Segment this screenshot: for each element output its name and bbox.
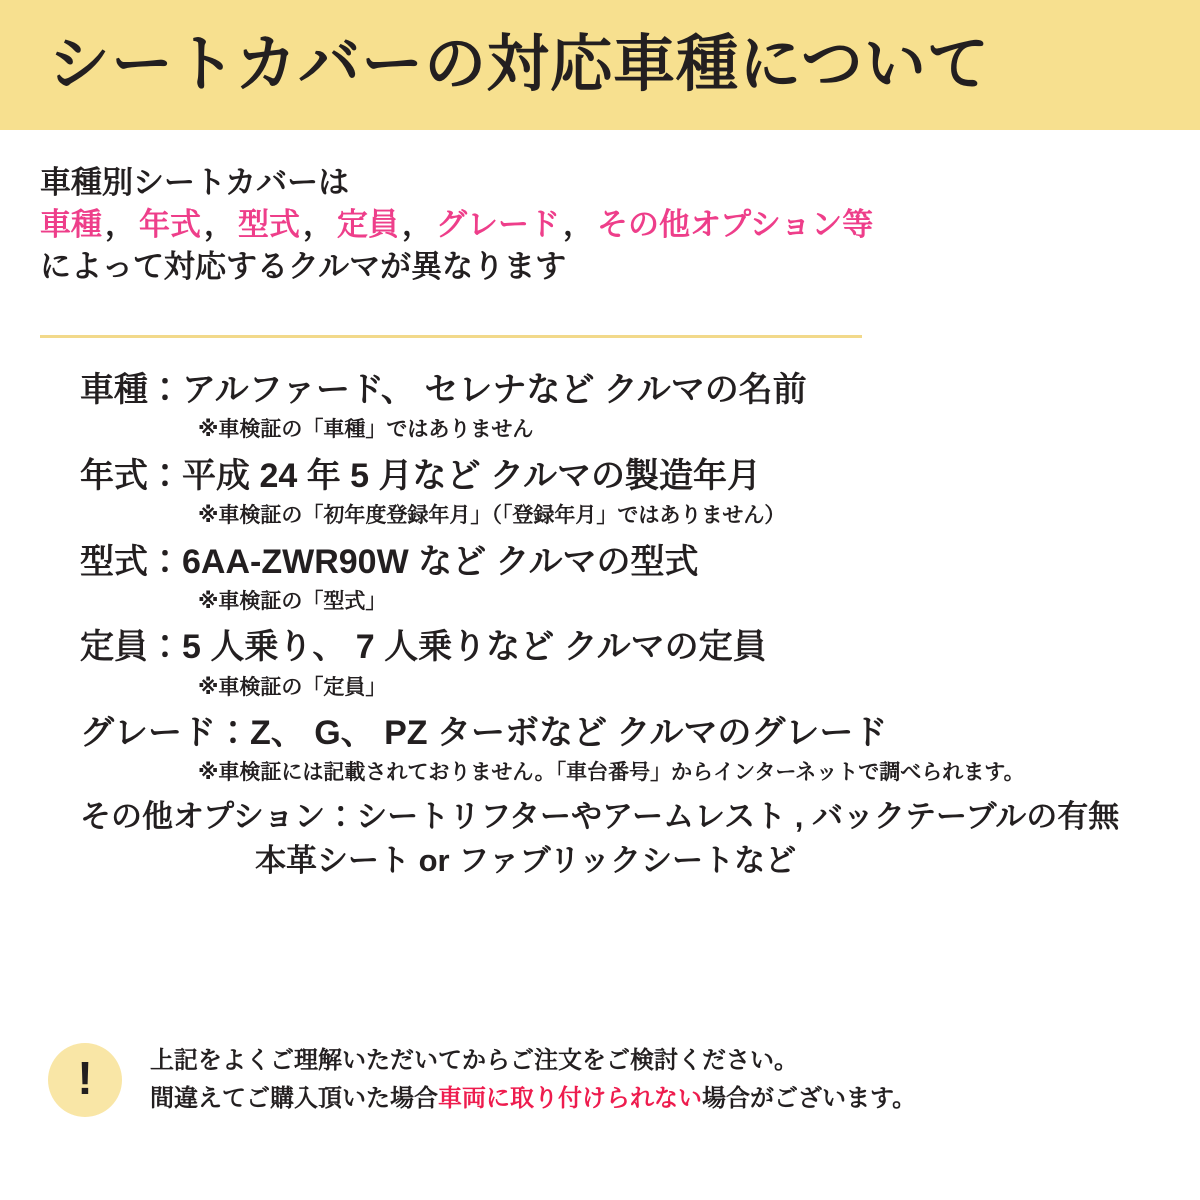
intro-block bbox=[40, 162, 1160, 288]
footer-note bbox=[48, 1042, 1158, 1119]
list-item-year bbox=[80, 452, 1180, 532]
exclamation-icon bbox=[48, 1043, 122, 1117]
keyword-capacity: 定員 bbox=[337, 206, 399, 242]
list-item-model-code bbox=[80, 538, 1180, 618]
item-main-text: 年式：平成 24 年 5 月など クルマの製造年月 bbox=[80, 456, 761, 495]
item-main-text: 車種：アルファード、 セレナなど クルマの名前 bbox=[80, 371, 807, 409]
item-main-text: 型式：6AA-ZWR90W など クルマの型式 bbox=[80, 542, 699, 581]
keyword-separator: ， bbox=[303, 206, 334, 242]
intro-line-1: 車種別シートカバーは bbox=[40, 165, 350, 200]
item-note-text: ※車検証の「型式」 bbox=[198, 589, 387, 613]
page-title: シートカバーの対応車種について bbox=[48, 30, 990, 99]
footer-warning-text: 車両に取り付けられない bbox=[438, 1085, 702, 1113]
keyword-model-code: 型式 bbox=[238, 206, 300, 242]
footer-line-2 bbox=[150, 1080, 916, 1118]
item-main-text: グレード：Z、 G、 PZ ターボなど クルマのグレード bbox=[80, 714, 888, 753]
item-main-text: 定員：5 人乗り、 7 人乗りなど クルマの定員 bbox=[80, 628, 767, 667]
section-divider bbox=[40, 335, 862, 338]
keyword-vehicle-type: 車種 bbox=[40, 206, 102, 242]
keyword-other-options: その他オプション等 bbox=[597, 206, 874, 242]
item-main-text: その他オプション：シートリフターやアームレスト , バックテーブルの有無 bbox=[80, 798, 1120, 834]
footer-line-2-suffix: 場合がございます。 bbox=[702, 1085, 917, 1113]
intro-keywords bbox=[40, 204, 1160, 246]
footer-line-2-prefix: 間違えてご購入頂いた場合 bbox=[150, 1085, 438, 1113]
item-note-text: ※車検証の「定員」 bbox=[198, 675, 387, 699]
exclamation-glyph: ! bbox=[77, 1052, 93, 1105]
item-note-text: ※車検証の「車種」ではありません bbox=[198, 418, 534, 442]
keyword-year: 年式 bbox=[139, 206, 201, 242]
list-item-capacity bbox=[80, 623, 1180, 703]
keyword-separator: ， bbox=[563, 206, 594, 242]
list-item-grade bbox=[80, 709, 1180, 789]
intro-line-3: によって対応するクルマが異なります bbox=[40, 248, 567, 284]
footer-line-1: 上記をよくご理解いただいてからご注文をご検討ください。 bbox=[150, 1047, 798, 1074]
item-sub-text: 本革シート or ファブリックシートなど bbox=[255, 842, 797, 878]
list-item-vehicle-type bbox=[80, 366, 1180, 446]
keyword-separator: ， bbox=[105, 206, 136, 242]
item-list bbox=[80, 366, 1180, 890]
footer-text-block bbox=[150, 1042, 916, 1119]
item-note-text: ※車検証には記載されておりません。「車台番号」からインターネットで調べられます。 bbox=[198, 761, 1025, 785]
header-banner bbox=[0, 0, 1200, 130]
keyword-grade: グレード bbox=[436, 206, 560, 242]
item-note-text: ※車検証の「初年度登録年月」（「登録年月」ではありません） bbox=[198, 504, 786, 528]
list-item-other-options bbox=[80, 795, 1180, 884]
keyword-separator: ， bbox=[402, 206, 433, 242]
keyword-separator: ， bbox=[204, 206, 235, 242]
